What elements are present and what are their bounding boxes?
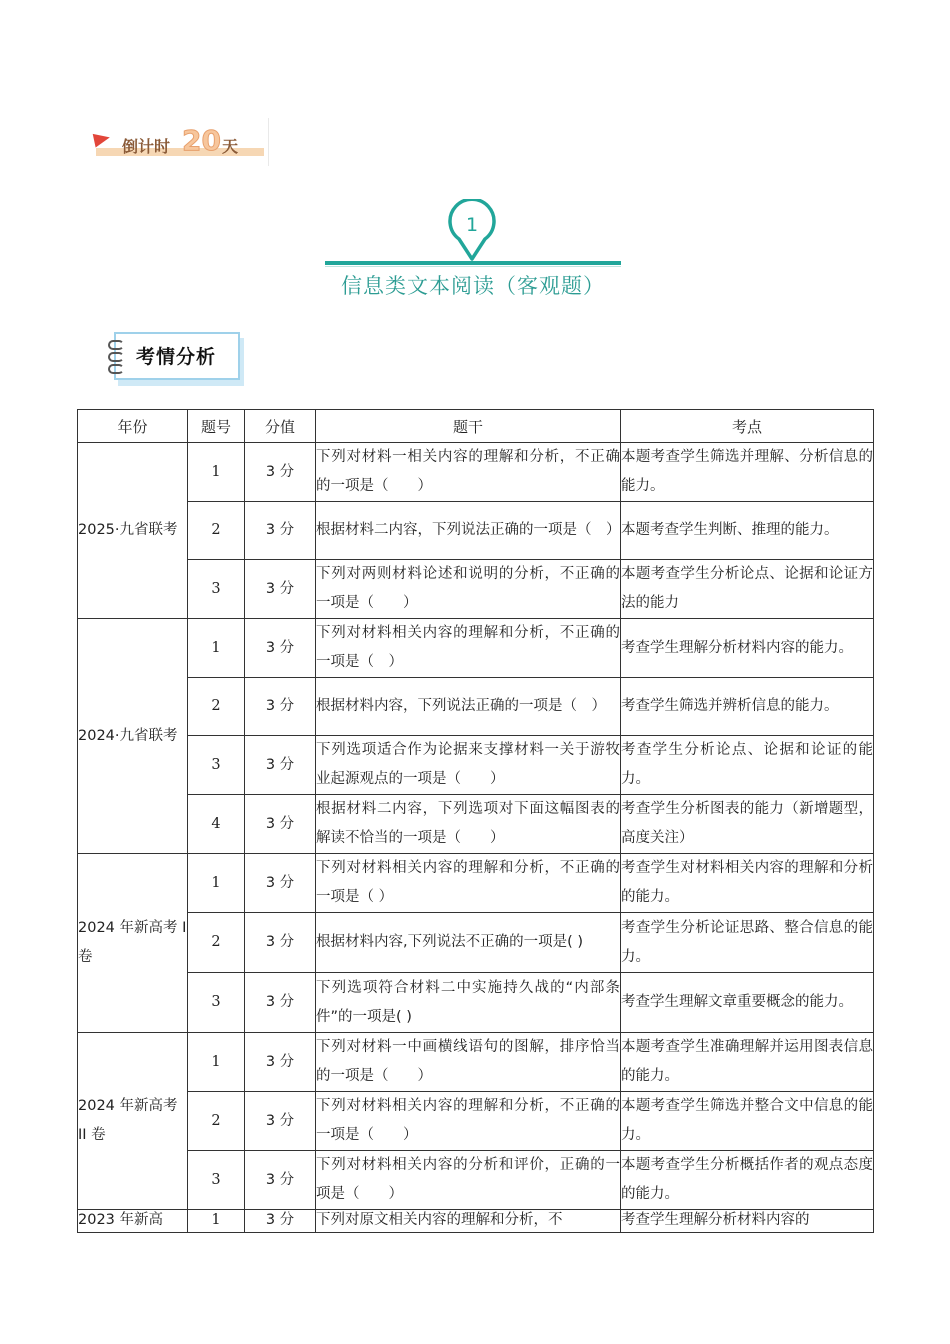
section-title: 信息类文本阅读（客观题）	[341, 274, 605, 298]
table-row	[78, 619, 874, 678]
stem-cell: 根据材料内容，下列说法正确的一项是（ ）	[316, 678, 621, 736]
stem-cell: 下列对材料相关内容的理解和分析，不正确的一项是（ ）	[316, 619, 621, 678]
score-cell: 3 分	[245, 973, 316, 1033]
point-cell: 本题考查学生分析论点、论据和论证方法的能力	[621, 560, 874, 619]
divider	[268, 118, 269, 166]
table-row	[78, 913, 874, 973]
header-score: 分值	[245, 410, 316, 443]
coil-icon	[108, 340, 124, 350]
number-cell: 1	[188, 1210, 245, 1233]
section-rule	[325, 261, 621, 265]
score-cell: 3 分	[245, 502, 316, 560]
point-cell: 考查学生对材料相关内容的理解和分析的能力。	[621, 854, 874, 913]
stem-cell: 下列对材料一相关内容的理解和分析，不正确的一项是（ ）	[316, 443, 621, 502]
table-row	[78, 854, 874, 913]
point-cell: 本题考查学生判断、推理的能力。	[621, 502, 874, 560]
score-cell: 3 分	[245, 795, 316, 854]
table-row	[78, 973, 874, 1033]
table-row	[78, 1033, 874, 1092]
header-year: 年份	[78, 410, 188, 443]
countdown-suffix: 天	[222, 137, 239, 156]
number-cell: 1	[188, 854, 245, 913]
stem-cell: 下列对材料一中画横线语句的图解，排序恰当的一项是（ ）	[316, 1033, 621, 1092]
table-row	[78, 1092, 874, 1151]
table-row	[78, 443, 874, 502]
point-cell: 本题考查学生分析概括作者的观点态度的能力。	[621, 1151, 874, 1210]
stem-cell: 下列对两则材料论述和说明的分析，不正确的一项是（ ）	[316, 560, 621, 619]
table-header-row	[78, 410, 874, 443]
countdown-days: 20	[182, 124, 221, 157]
stem-cell: 下列对材料相关内容的分析和评价，正确的一项是（ ）	[316, 1151, 621, 1210]
flag-icon	[93, 130, 112, 147]
score-cell: 3 分	[245, 913, 316, 973]
year-cell: 2025·九省联考	[78, 443, 188, 619]
stem-cell: 下列选项适合作为论据来支撑材料一关于游牧业起源观点的一项是（ ）	[316, 736, 621, 795]
score-cell: 3 分	[245, 854, 316, 913]
point-cell: 本题考查学生准确理解并运用图表信息的能力。	[621, 1033, 874, 1092]
coil-icon	[108, 364, 124, 374]
stem-cell: 根据材料内容,下列说法不正确的一项是( )	[316, 913, 621, 973]
number-cell: 2	[188, 1092, 245, 1151]
score-cell: 3 分	[245, 1092, 316, 1151]
section-rule-thin	[325, 266, 621, 267]
number-cell: 3	[188, 560, 245, 619]
point-cell: 本题考查学生筛选并整合文中信息的能力。	[621, 1092, 874, 1151]
number-cell: 3	[188, 1151, 245, 1210]
point-cell: 考查学生理解文章重要概念的能力。	[621, 973, 874, 1033]
table-row	[78, 1151, 874, 1210]
point-cell: 本题考查学生筛选并理解、分析信息的能力。	[621, 443, 874, 502]
table-row	[78, 736, 874, 795]
number-cell: 4	[188, 795, 245, 854]
number-cell: 1	[188, 619, 245, 678]
score-cell: 3 分	[245, 1151, 316, 1210]
countdown-prefix: 倒计时	[122, 137, 171, 156]
header-stem: 题干	[316, 410, 621, 443]
stem-cell: 下列对材料相关内容的理解和分析，不正确的一项是（ ）	[316, 1092, 621, 1151]
number-cell: 2	[188, 678, 245, 736]
stem-cell: 下列对材料相关内容的理解和分析，不正确的一项是（ ）	[316, 854, 621, 913]
coil-icon	[108, 352, 124, 362]
year-cell: 2023 年新高	[78, 1210, 188, 1233]
exam-analysis-table	[77, 409, 874, 1233]
analysis-tag	[108, 330, 246, 388]
score-cell: 3 分	[245, 1210, 316, 1233]
location-pin-icon	[447, 199, 497, 261]
stem-cell: 下列对原文相关内容的理解和分析，不	[316, 1210, 621, 1233]
stem-cell: 根据材料二内容，下列说法正确的一项是（ ）	[316, 502, 621, 560]
number-cell: 2	[188, 502, 245, 560]
stem-cell: 根据材料二内容，下列选项对下面这幅图表的解读不恰当的一项是（ ）	[316, 795, 621, 854]
point-cell: 考查学生分析论点、论据和论证的能力。	[621, 736, 874, 795]
point-cell: 考查学生理解分析材料内容的	[621, 1210, 874, 1233]
table-row	[78, 1210, 874, 1233]
countdown-badge	[90, 118, 272, 166]
score-cell: 3 分	[245, 560, 316, 619]
year-cell: 2024 年新高考 I 卷	[78, 854, 188, 1033]
point-cell: 考查学生理解分析材料内容的能力。	[621, 619, 874, 678]
stem-cell: 下列选项符合材料二中实施持久战的“内部条件”的一项是( )	[316, 973, 621, 1033]
table-row	[78, 502, 874, 560]
score-cell: 3 分	[245, 678, 316, 736]
section-number: 1	[465, 214, 479, 236]
score-cell: 3 分	[245, 736, 316, 795]
point-cell: 考查学生筛选并辨析信息的能力。	[621, 678, 874, 736]
point-cell: 考查学生分析论证思路、整合信息的能力。	[621, 913, 874, 973]
number-cell: 3	[188, 736, 245, 795]
score-cell: 3 分	[245, 1033, 316, 1092]
number-cell: 3	[188, 973, 245, 1033]
score-cell: 3 分	[245, 619, 316, 678]
table-row	[78, 678, 874, 736]
header-point: 考点	[621, 410, 874, 443]
year-cell: 2024·九省联考	[78, 619, 188, 854]
header-number: 题号	[188, 410, 245, 443]
tag-label: 考情分析	[136, 346, 217, 368]
number-cell: 1	[188, 1033, 245, 1092]
score-cell: 3 分	[245, 443, 316, 502]
point-cell: 考查学生分析图表的能力（新增题型，高度关注）	[621, 795, 874, 854]
table-row	[78, 560, 874, 619]
year-cell: 2024 年新高考 II 卷	[78, 1033, 188, 1210]
number-cell: 2	[188, 913, 245, 973]
table-row	[78, 795, 874, 854]
number-cell: 1	[188, 443, 245, 502]
